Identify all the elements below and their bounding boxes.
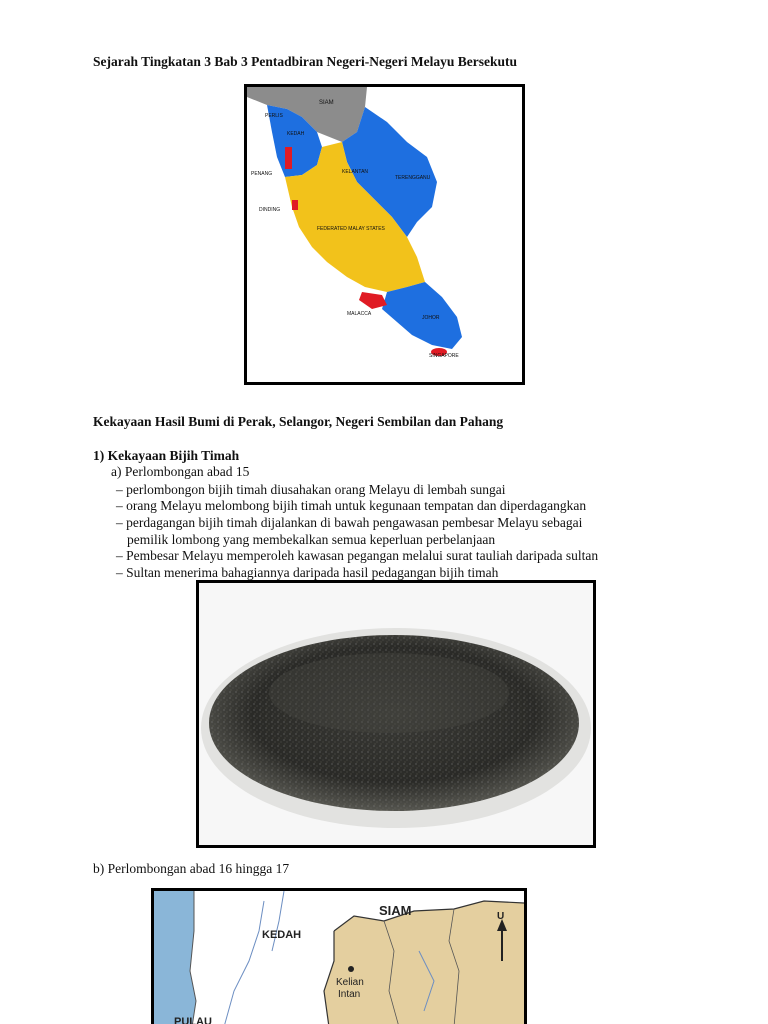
tin-ore-image: [196, 580, 596, 848]
kedah-map-image: [151, 888, 527, 1024]
document-title: Sejarah Tingkatan 3 Bab 3 Pentadbiran Negeri-Negeri Melayu Bersekutu: [93, 54, 517, 69]
map2-label-pulau: PULAU: [174, 1016, 212, 1024]
map1-label-perlis: PERLIS: [265, 113, 283, 119]
kedah-map: [154, 891, 524, 1024]
peninsula-map: [247, 87, 522, 382]
bullet-1: – perlombongon bijih timah diusahakan orang Melayu di lembah sungai: [116, 482, 506, 497]
map2-label-north: U: [497, 911, 505, 922]
bullet-5: – Sultan menerima bahagiannya daripada hasil pedagangan bijih timah: [116, 565, 499, 580]
tin-ore-pile: [199, 583, 593, 845]
peninsula-map-image: [244, 84, 525, 385]
land-region: [324, 901, 524, 1024]
bullet-4: – Pembesar Melayu memperoleh kawasan pegangan melalui surat tauliah daripada sultan: [116, 548, 599, 563]
section-heading: Kekayaan Hasil Bumi di Perak, Selangor, Negeri Sembilan dan Pahang: [93, 414, 504, 429]
kelian-intan-dot: [348, 966, 354, 972]
map1-label-johor: JOHOR: [422, 315, 440, 321]
map2-label-kelian: Kelian: [336, 977, 364, 988]
map2-label-kedah: KEDAH: [262, 929, 302, 941]
bullet-3: – perdagangan bijih timah dijalankan di bawah pengawasan pembesar Melayu sebagai: [116, 515, 583, 530]
penang-region: [285, 147, 292, 169]
map1-label-fms: FEDERATED MALAY STATES: [317, 226, 385, 232]
subsection-a: a) Perlombongan abad 15: [111, 464, 250, 479]
bullet-2: – orang Melayu melombong bijih timah untuk kegunaan tempatan dan diperdagangkan: [116, 498, 587, 513]
map1-label-siam: SIAM: [319, 100, 334, 106]
map1-label-dinding: DINDING: [259, 207, 281, 213]
subheading-bijih-timah: 1) Kekayaan Bijih Timah: [93, 448, 240, 463]
sea-region: [154, 891, 196, 1024]
map1-label-kedah: KEDAH: [287, 131, 305, 137]
subsection-b: b) Perlombongan abad 16 hingga 17: [93, 861, 290, 876]
map2-label-siam: SIAM: [379, 903, 412, 918]
map1-label-singapore: SINGAPORE: [429, 353, 459, 359]
map1-label-kelantan: KELANTAN: [342, 169, 369, 175]
map1-label-malacca: MALACCA: [347, 311, 372, 317]
map1-label-terengganu: TERENGGANU: [395, 175, 431, 181]
map2-label-intan: Intan: [338, 989, 361, 1000]
dinding-region: [292, 200, 298, 210]
bullet-3-continuation: pemilik lombong yang membekalkan semua keperluan perbelanjaan: [127, 532, 496, 547]
map1-label-penang: PENANG: [251, 171, 273, 177]
